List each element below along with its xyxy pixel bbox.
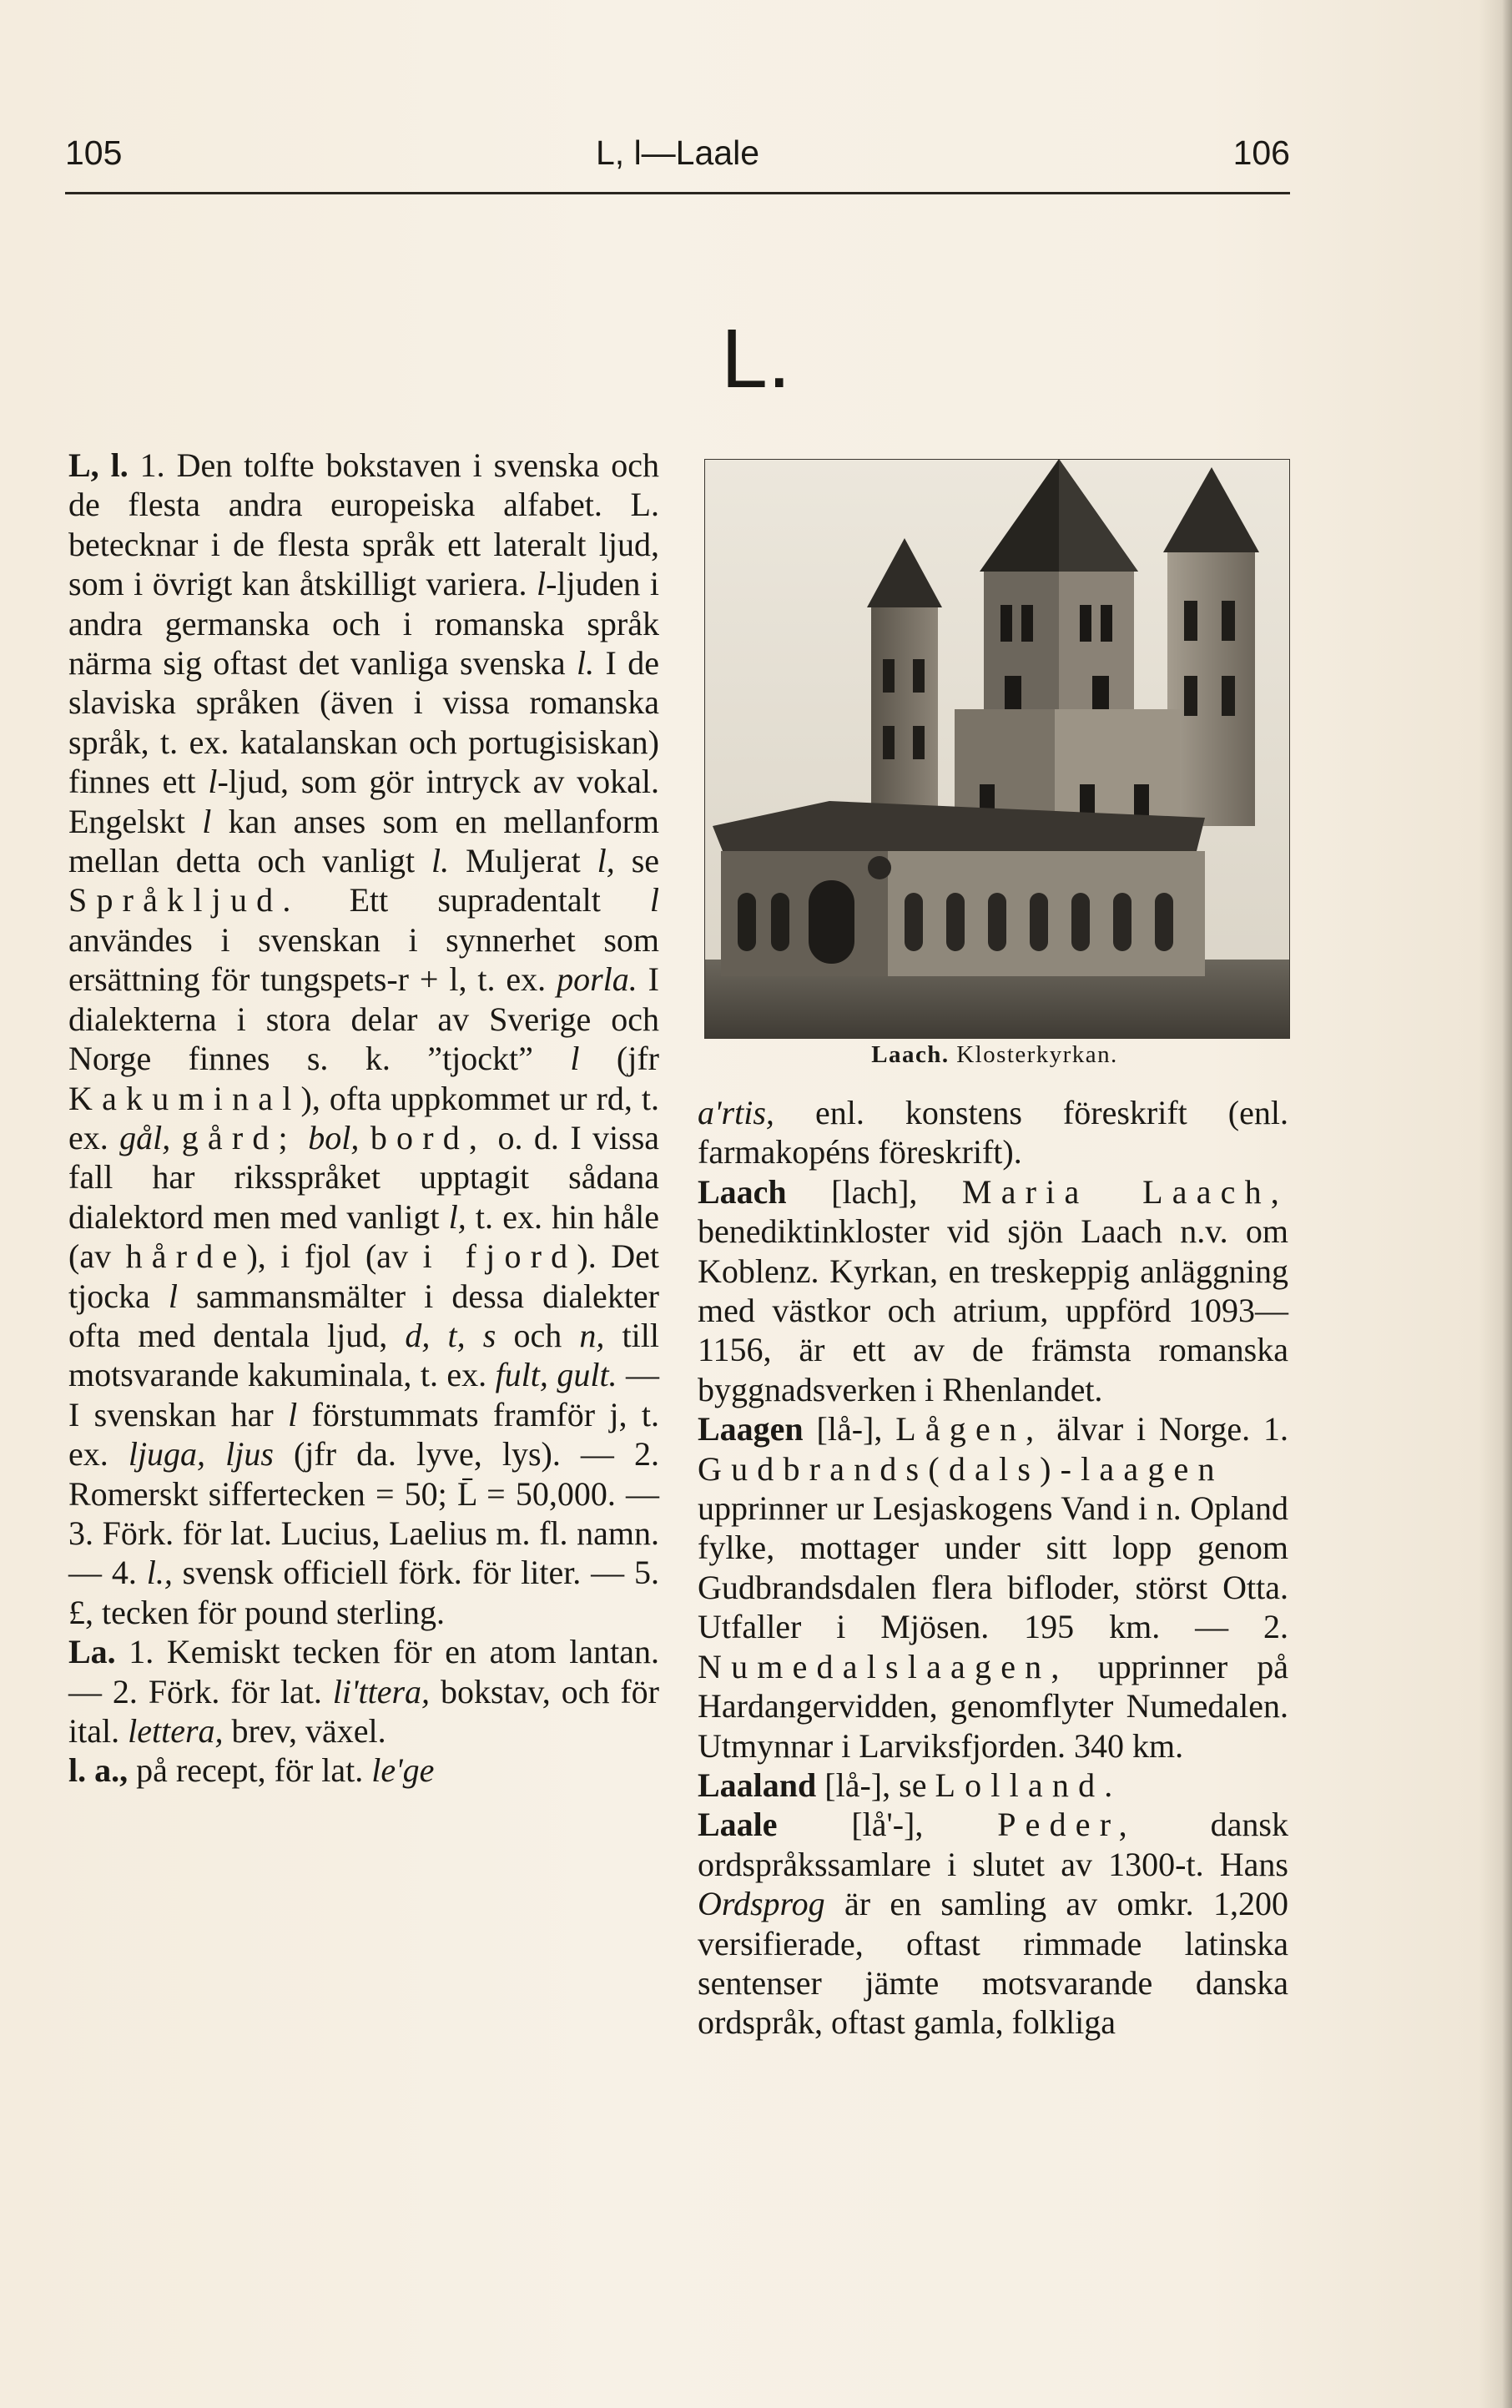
entry-la-abbrev <box>68 1751 659 1790</box>
entry-text: älvar i Norge. 1. <box>1043 1410 1289 1448</box>
headword-l: L, l. <box>68 446 129 484</box>
entry-text: ), i fjol (av <box>246 1237 423 1276</box>
entry-text <box>359 1119 370 1156</box>
italic-text: bol, <box>308 1118 360 1156</box>
entry-laagen <box>698 1409 1288 1766</box>
spaced-text: i fjord <box>422 1237 577 1276</box>
italic-text: a'rtis, <box>698 1094 774 1131</box>
page-header <box>65 133 1290 184</box>
spaced-text: Lågen, <box>895 1410 1044 1448</box>
entry-text: [lå-], <box>803 1410 896 1448</box>
figure-caption <box>699 1041 1290 1069</box>
entry-text: -ljuden i andra germanska och i romanska språk närma sig oftast det vanliga svenska <box>68 565 660 683</box>
spaced-text: gård; <box>181 1118 297 1156</box>
entry-text: ). Det tjocka <box>68 1237 659 1315</box>
entry-la <box>68 1632 659 1751</box>
running-title: L, l—Laale <box>595 133 759 172</box>
spaced-text: Gudbrands(dals)-laagen <box>698 1449 1224 1488</box>
entry-text: [lach], <box>786 1172 962 1211</box>
entry-text: se <box>614 842 660 880</box>
entry-continuation <box>698 1093 1288 1172</box>
italic-text: Ordsprog <box>698 1885 825 1923</box>
caption-title: Laach. <box>871 1041 950 1068</box>
entry-text: [lå-], se <box>816 1766 935 1804</box>
entry-text: enl. konstens föreskrift (enl. farmakopéns föreskrift). <box>698 1094 1288 1171</box>
italic-text: l. <box>577 644 595 683</box>
entry-text: ), ofta uppkommet ur rd, t. ex. <box>68 1079 659 1156</box>
italic-text: l <box>288 1395 298 1433</box>
entry-laale <box>698 1805 1288 2042</box>
entry-text: Ett supradentalt <box>300 881 650 919</box>
entry-text: I de slaviska språken (även i vissa romanska språk, t. ex. katalanskan och portugisiskan) finnes ett <box>68 644 659 801</box>
entry-text <box>297 1119 308 1156</box>
entry-text <box>170 1119 181 1156</box>
entry-text: 1. Den tolfte bokstaven i svenska och de flesta andra europeiska alfabet. L. betecknar i de flesta språk ett lateralt ljud, som i övrigt kan åtskilligt variera. <box>68 446 660 603</box>
church-photo <box>704 459 1290 1039</box>
left-column <box>68 446 659 1791</box>
entry-text: [lå'-], <box>777 1806 998 1844</box>
entry-text: o. d. I vissa fall har riksspråket upptagit sådana dialektord men med vanligt <box>68 1118 660 1236</box>
italic-text: li'ttera, <box>332 1672 431 1710</box>
header-rule <box>65 192 1290 194</box>
right-column <box>698 1093 1288 2043</box>
entry-text: I dialekterna i stora delar av Sverige och Norge finnes s. k. ”tjockt” <box>68 960 659 1078</box>
entry-text: upprinner på Hardangervidden, genomflyter Numedalen. Utmynnar i Larviksfjorden. 340 km. <box>698 1647 1288 1765</box>
entry-text: brev, växel. <box>223 1712 386 1750</box>
cross-reference: Lolland. <box>935 1766 1122 1804</box>
page-number-left: 105 <box>65 133 123 172</box>
page-number-right: 106 <box>1232 133 1290 172</box>
church-illustration <box>704 459 1290 1039</box>
spaced-text: Maria Laach, <box>961 1172 1289 1211</box>
entry-laaland <box>698 1766 1288 1805</box>
entry-text: dansk ordspråkssamlare i slutet av 1300-t. Hans <box>698 1806 1288 1883</box>
entry-text: är en samling av omkr. 1,200 versifierade, oftast rimmade latinska sentenser jämte motsvarande danska ordspråk, oftast gamla, folkliga <box>698 1885 1288 2042</box>
cross-reference: Språkljud. <box>68 881 300 919</box>
cross-reference: Kakuminal <box>68 1079 301 1117</box>
italic-text: fult, gult. <box>495 1356 617 1394</box>
italic-text: l, <box>448 1197 466 1236</box>
italic-text: l, <box>597 842 615 880</box>
italic-text: l., <box>146 1554 173 1592</box>
entry-text: upprinner ur Lesjaskogens Vand i n. Opland fylke, mottager under sitt lopp genom Gudbrandsdalen flera bifloder, störst Otta. Utfaller i Mjösen. 195 km. — 2. <box>698 1489 1288 1646</box>
italic-text: gål, <box>119 1118 171 1156</box>
entry-text: (jfr da. lyve, lys). — 2. Romerskt siffertecken = 50; L̄ = 50,000. — 3. Förk. för lat. Lucius, Laelius m. fl. namn. — 4. <box>68 1435 659 1592</box>
spaced-text: Numedalslaagen, <box>698 1647 1069 1685</box>
italic-text: n, <box>579 1316 605 1354</box>
entry-text: och <box>496 1316 580 1354</box>
headword-laaland: Laaland <box>698 1766 817 1804</box>
italic-text: d, t, s <box>405 1316 496 1354</box>
headword-laagen: Laagen <box>698 1410 804 1448</box>
italic-text: l. <box>431 842 450 880</box>
spaced-text: bord, <box>370 1118 487 1156</box>
headword-la: La. <box>68 1633 116 1671</box>
entry-text: förstummats framför j, t. ex. <box>68 1395 659 1474</box>
headword-laach: Laach <box>698 1172 787 1211</box>
headword-l-a: l. a., <box>68 1751 129 1790</box>
entry-text: -ljud, som gör intryck av vokal. Engelskt <box>68 763 660 840</box>
italic-text: le'ge <box>371 1751 435 1790</box>
italic-text: l <box>202 802 212 840</box>
section-letter: L. <box>721 312 791 406</box>
entry-text: — I svenskan har <box>68 1356 659 1433</box>
entry-text: kan anses som en mellanform mellan detta och vanligt <box>68 802 659 880</box>
italic-text: lettera, <box>128 1712 224 1750</box>
entry-text: på recept, för lat. <box>128 1751 372 1790</box>
italic-text: porla. <box>557 960 638 999</box>
entry-laach <box>698 1172 1288 1409</box>
entry-text: svensk officiell förk. för liter. — 5. £, tecken för pound sterling. <box>68 1554 660 1631</box>
entry-l <box>68 446 659 1632</box>
entry-text: bokstav, och för ital. <box>68 1672 659 1750</box>
italic-text: l <box>649 881 659 919</box>
spaced-text: Peder, <box>997 1806 1137 1844</box>
italic-text: l <box>208 763 218 801</box>
italic-text: l <box>536 565 547 603</box>
entry-text: (jfr <box>579 1040 659 1078</box>
entry-text: användes i svenskan i synnerhet som ersättning för tungspets-r + l, t. ex. <box>68 920 659 999</box>
entry-text: 1. Kemiskt tecken för en atom lantan. — 2. Förk. för lat. <box>68 1633 659 1710</box>
atrium <box>713 801 1205 976</box>
entry-text: t. ex. hin håle (av <box>68 1197 659 1276</box>
caption-text: Klosterkyrkan. <box>949 1041 1118 1068</box>
spaced-text: hårde <box>125 1237 247 1276</box>
entry-text: benediktinkloster vid sjön Laach n.v. om Koblenz. Kyrkan, en treskeppig anläggning med västkor och atrium, uppförd 1093—1156, är ett av de främsta romanska byggnadsverken i Rhenlandet. <box>698 1212 1288 1408</box>
headword-laale: Laale <box>698 1806 778 1844</box>
italic-text: l <box>570 1040 580 1078</box>
italic-text: ljuga, ljus <box>128 1435 274 1474</box>
entry-text: till motsvarande kakuminala, t. ex. <box>68 1316 659 1394</box>
entry-text: Muljerat <box>449 842 597 880</box>
italic-text: l <box>168 1277 178 1315</box>
entry-text: sammansmälter i dessa dialekter ofta med dentala ljud, <box>68 1277 660 1354</box>
